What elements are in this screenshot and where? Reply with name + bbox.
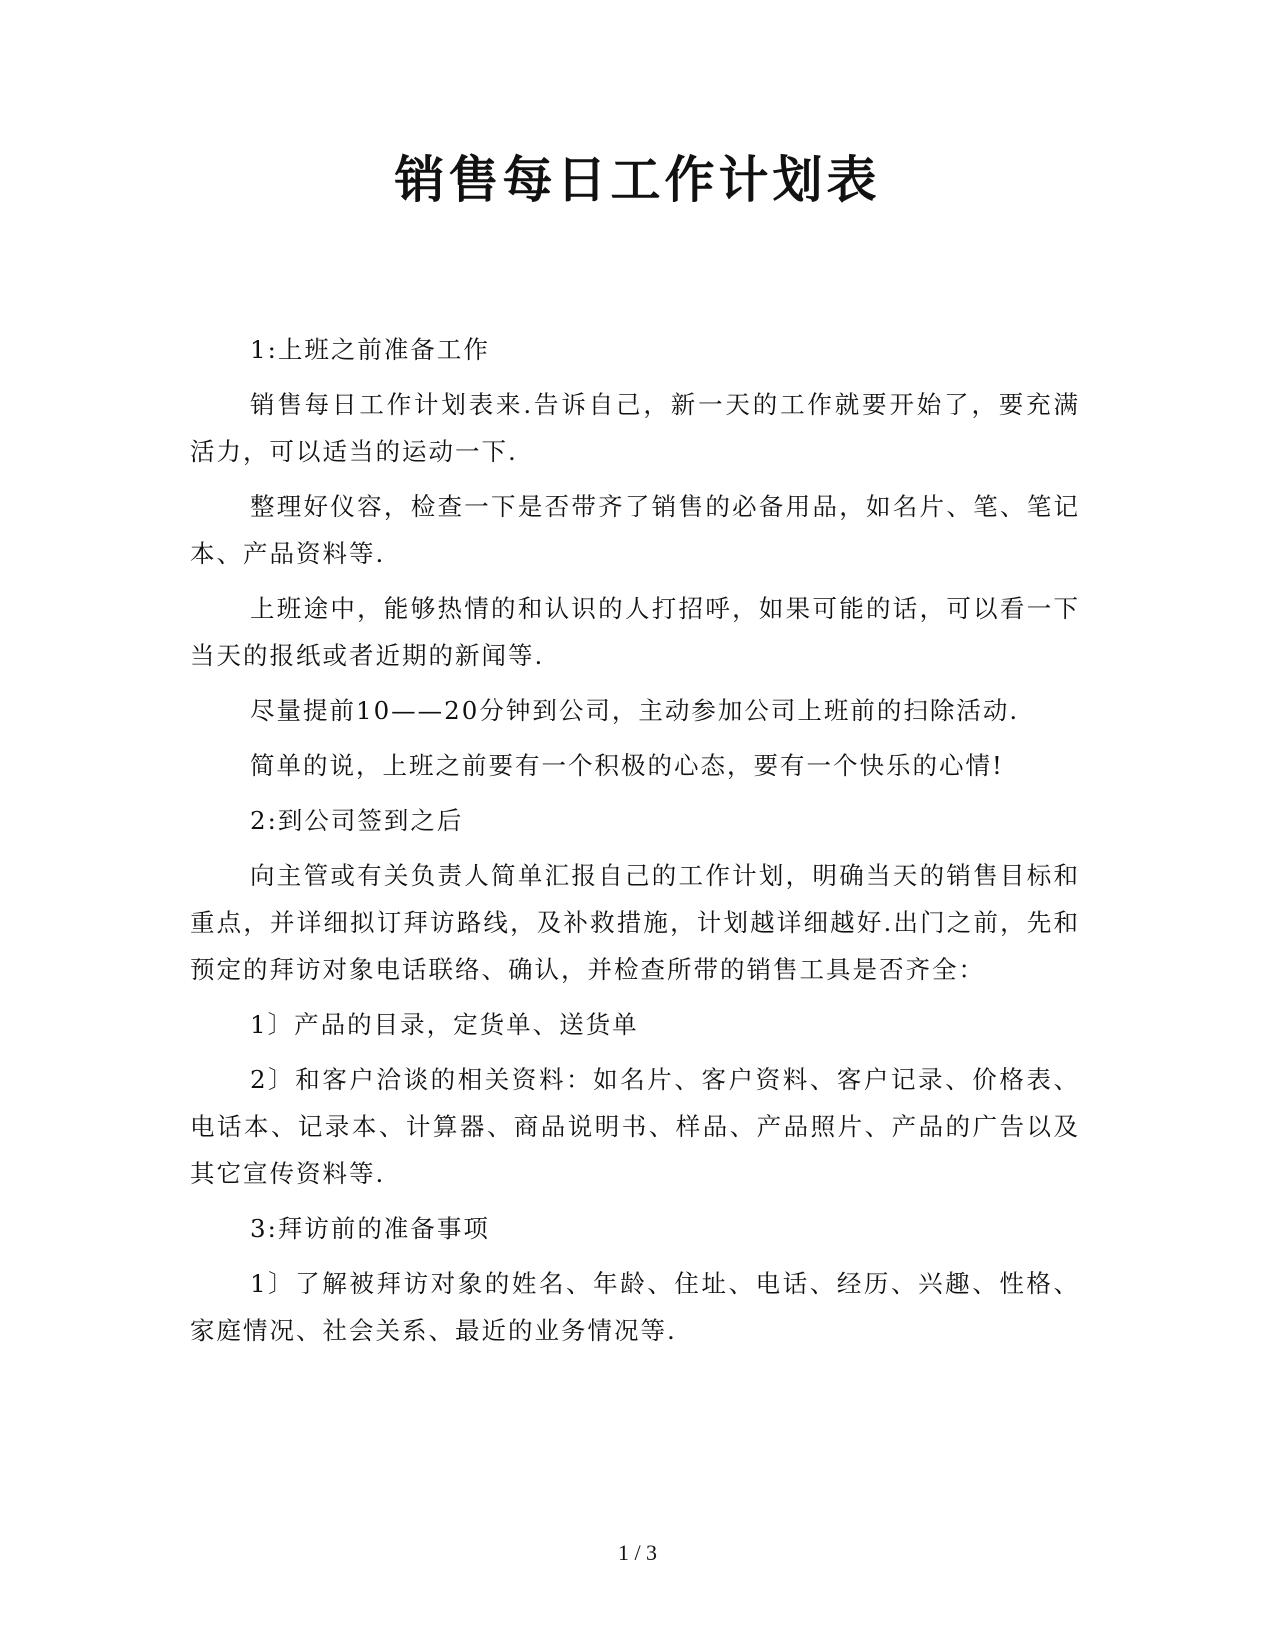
document-body (190, 326, 1080, 1362)
list-item: 2〕和客户洽谈的相关资料：如名片、客户资料、客户记录、价格表、电话本、记录本、计算器、商品说明书、样品、产品照片、产品的广告以及其它宣传资料等. (190, 1065, 1080, 1188)
section-heading-3: 3:拜访前的准备事项 (250, 1214, 490, 1243)
paragraph: 销售每日工作计划表来.告诉自己，新一天的工作就要开始了，要充满活力，可以适当的运动一下. (190, 390, 1080, 466)
paragraph: 上班途中，能够热情的和认识的人打招呼，如果可能的话，可以看一下当天的报纸或者近期的新闻等. (190, 594, 1080, 670)
paragraph: 尽量提前10——20分钟到公司，主动参加公司上班前的扫除活动. (250, 696, 1020, 725)
list-item: 1〕了解被拜访对象的姓名、年龄、住址、电话、经历、兴趣、性格、家庭情况、社会关系、最近的业务情况等. (190, 1269, 1080, 1345)
list-item: 1〕产品的目录，定货单、送货单 (250, 1010, 639, 1039)
paragraph: 向主管或有关负责人简单汇报自己的工作计划，明确当天的销售目标和重点，并详细拟订拜访路线，及补救措施，计划越详细越好.出门之前，先和预定的拜访对象电话联络、确认，并检查所带的销售工具是否齐全： (190, 861, 1080, 984)
page-number: 1 / 3 (617, 1540, 658, 1565)
section-heading-1: 1:上班之前准备工作 (250, 335, 490, 364)
section-heading-2: 2:到公司签到之后 (250, 806, 464, 835)
document-title: 销售每日工作计划表 (394, 151, 881, 209)
paragraph: 简单的说，上班之前要有一个积极的心态，要有一个快乐的心情! (250, 751, 1004, 780)
paragraph: 整理好仪容，检查一下是否带齐了销售的必备用品，如名片、笔、笔记本、产品资料等. (190, 492, 1080, 568)
